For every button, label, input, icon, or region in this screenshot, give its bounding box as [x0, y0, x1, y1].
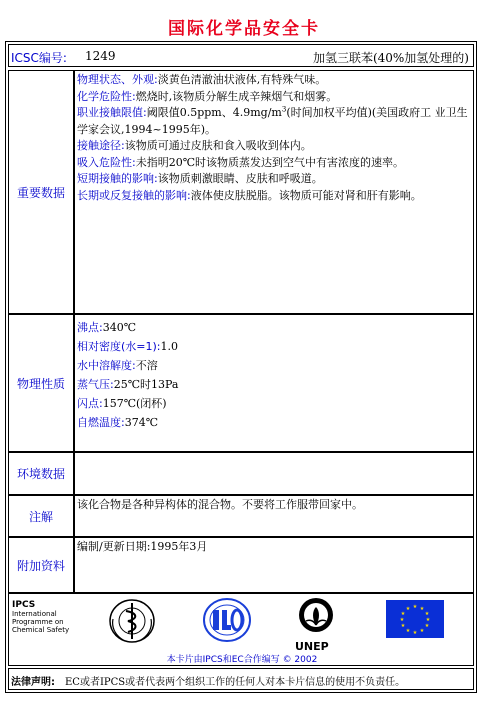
- svg-text:★: ★: [400, 611, 406, 617]
- svg-text:★: ★: [399, 617, 405, 623]
- card-frame: [5, 41, 477, 693]
- substance-name: 加氢三联苯(40%加氢处理的): [312, 51, 469, 65]
- ipcs-title: IPCS: [12, 600, 36, 610]
- notes-content: 该化合物是各种异构体的混合物。不要将工作服带回家中。: [74, 495, 474, 537]
- environmental-data-content: [74, 452, 474, 495]
- important-item: 职业接触限值:阈限值0.5ppm、$4.9mg/m^3$(时间加权平均值)(美国政府工 业卫生学家会议,1994~1995年)。: [77, 105, 468, 136]
- ipcs-block: [12, 600, 69, 634]
- card-title: 国际化学品安全卡: [168, 19, 320, 39]
- who-logo-icon: [107, 597, 157, 645]
- header-row: [8, 44, 474, 67]
- important-data-label: 重要数据: [8, 70, 74, 314]
- logos-footer: [8, 593, 474, 666]
- svg-text:★: ★: [405, 628, 411, 634]
- legal-text: EC或者IPCS或者代表两个组织工作的任何人对本卡片信息的使用不负责任。: [65, 677, 406, 688]
- svg-text:★: ★: [425, 617, 431, 623]
- property-item: 蒸气压:25℃时13Pa: [77, 378, 179, 391]
- icsc-number: 1249: [85, 49, 116, 63]
- physical-properties-label: 物理性质: [8, 314, 74, 452]
- additional-info-label: 附加资料: [8, 537, 74, 593]
- svg-text:★: ★: [412, 630, 418, 636]
- physical-properties-content: [74, 314, 474, 452]
- important-item: 接触途径:该物质可通过皮肤和食入吸收到体内。: [77, 139, 312, 152]
- property-item: 相对密度(水=1):1.0: [77, 340, 179, 353]
- important-item: 物理状态、外观:淡黄色清澈油状液体,有特殊气味。: [77, 73, 327, 86]
- important-item: 吸入危险性:未指明20℃时该物质蒸发达到空气中有害浓度的速率。: [77, 155, 405, 169]
- svg-text:★: ★: [405, 606, 411, 612]
- property-item: 沸点:340℃: [77, 321, 137, 334]
- important-item: 短期接触的影响:该物质刺激眼睛、皮肤和呼吸道。: [77, 172, 323, 185]
- important-data-content: [74, 70, 474, 314]
- unep-logo-icon: [292, 597, 340, 637]
- svg-text:★: ★: [412, 604, 418, 610]
- property-item: 闪点:157℃(闭杯): [77, 397, 167, 410]
- icsc-label: ICSC编号:: [11, 51, 67, 65]
- legal-row: [8, 668, 474, 690]
- notes-label: 注解: [8, 495, 74, 537]
- legal-label: 法律声明:: [11, 677, 55, 688]
- important-item: 化学危险性:燃烧时,该物质分解生成辛辣烟气和烟雾。: [77, 89, 338, 103]
- important-item: 长期或反复接触的影响:液体使皮肤脱脂。该物质可能对肾和肝有影响。: [77, 188, 422, 202]
- ilo-logo-icon: [202, 597, 252, 643]
- ipcs-line: International: [12, 610, 57, 618]
- eu-flag-icon: [386, 600, 444, 638]
- svg-text:★: ★: [424, 623, 430, 629]
- property-item: 水中溶解度:不溶: [77, 359, 158, 372]
- environmental-data-label: 环境数据: [8, 452, 74, 495]
- property-item: 自燃温度:374℃: [77, 416, 159, 429]
- additional-info-content: 编制/更新日期:1995年3月: [74, 537, 474, 593]
- svg-text:★: ★: [400, 623, 406, 629]
- unep-text: UNEP: [295, 640, 329, 653]
- ipcs-line: Programme on: [12, 618, 64, 626]
- ipcs-line: Chemical Safety: [12, 626, 70, 634]
- credit-line: 本卡片由IPCS和EC合作编写 © 2002: [166, 655, 318, 665]
- svg-text:★: ★: [419, 606, 425, 612]
- svg-text:★: ★: [419, 628, 425, 634]
- svg-text:★: ★: [424, 611, 430, 617]
